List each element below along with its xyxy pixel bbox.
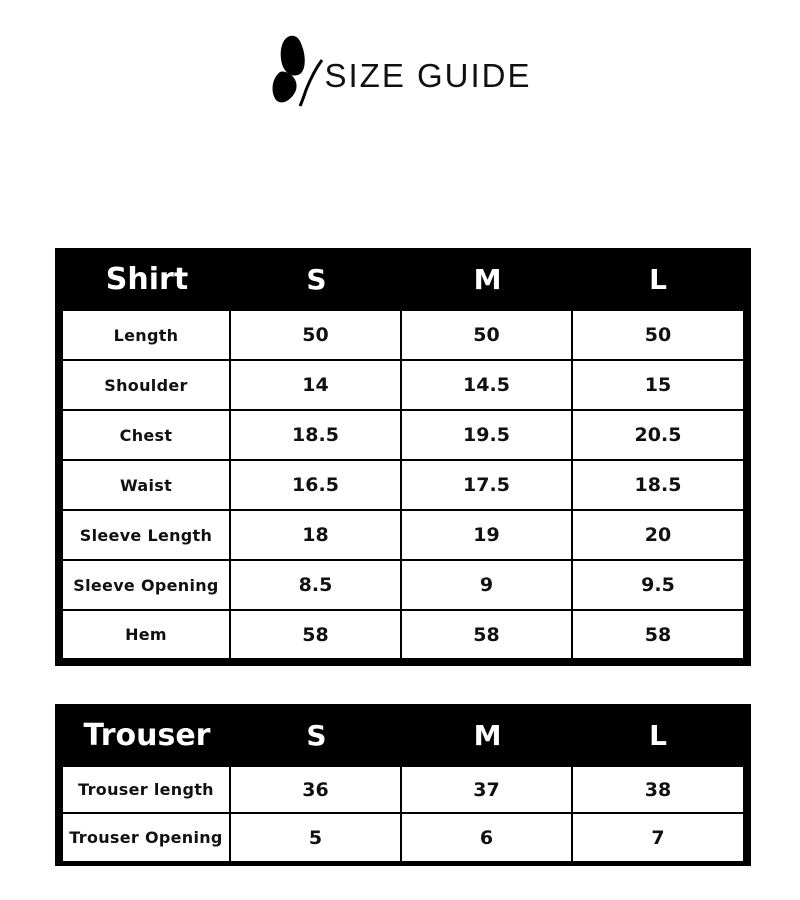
table-row — [63, 511, 743, 561]
size-value: 50 — [231, 311, 402, 361]
row-label: Chest — [63, 411, 231, 461]
size-value: 16.5 — [231, 461, 402, 511]
row-label: Trouser Opening — [63, 814, 231, 861]
size-header-s: S — [306, 263, 327, 296]
table-header — [63, 704, 743, 767]
table-row — [63, 461, 743, 511]
table-row — [63, 611, 743, 658]
row-label: Shoulder — [63, 361, 231, 411]
table-row — [63, 361, 743, 411]
size-value: 19 — [402, 511, 573, 561]
size-value: 38 — [573, 767, 743, 814]
size-value: 20.5 — [573, 411, 743, 461]
table-row — [63, 411, 743, 461]
row-label: Sleeve Length — [63, 511, 231, 561]
table-row — [63, 561, 743, 611]
table-title: Trouser — [83, 718, 211, 753]
size-value: 36 — [231, 767, 402, 814]
table-title: Shirt — [105, 262, 189, 297]
page-header — [0, 30, 800, 110]
size-value: 17.5 — [402, 461, 573, 511]
size-value: 9.5 — [573, 561, 743, 611]
size-value: 7 — [573, 814, 743, 861]
row-label: Hem — [63, 611, 231, 658]
row-label: Sleeve Opening — [63, 561, 231, 611]
size-header-s: S — [306, 719, 327, 752]
size-value: 18.5 — [231, 411, 402, 461]
size-value: 37 — [402, 767, 573, 814]
size-value: 5 — [231, 814, 402, 861]
page-title: SIZE GUIDE — [324, 57, 532, 94]
row-label: Trouser length — [63, 767, 231, 814]
size-value: 50 — [573, 311, 743, 361]
size-value: 19.5 — [402, 411, 573, 461]
size-header-l: L — [649, 263, 667, 296]
size-value: 15 — [573, 361, 743, 411]
table-body — [63, 767, 743, 861]
row-label: Length — [63, 311, 231, 361]
size-value: 18.5 — [573, 461, 743, 511]
row-label: Waist — [63, 461, 231, 511]
size-value: 14 — [231, 361, 402, 411]
size-value: 58 — [402, 611, 573, 658]
size-value: 14.5 — [402, 361, 573, 411]
trouser-size-table — [55, 704, 751, 866]
table-row — [63, 311, 743, 361]
size-value: 18 — [231, 511, 402, 561]
brand — [268, 32, 531, 108]
size-value: 8.5 — [231, 561, 402, 611]
size-value: 58 — [231, 611, 402, 658]
size-header-l: L — [649, 719, 667, 752]
size-value: 6 — [402, 814, 573, 861]
size-value: 20 — [573, 511, 743, 561]
butterfly-logo-icon — [268, 32, 324, 108]
size-value: 9 — [402, 561, 573, 611]
size-value: 58 — [573, 611, 743, 658]
table-row — [63, 767, 743, 814]
shirt-size-table — [55, 248, 751, 666]
table-row — [63, 814, 743, 861]
size-header-m: M — [473, 263, 502, 296]
size-value: 50 — [402, 311, 573, 361]
table-body — [63, 311, 743, 658]
size-header-m: M — [473, 719, 502, 752]
table-header — [63, 248, 743, 311]
